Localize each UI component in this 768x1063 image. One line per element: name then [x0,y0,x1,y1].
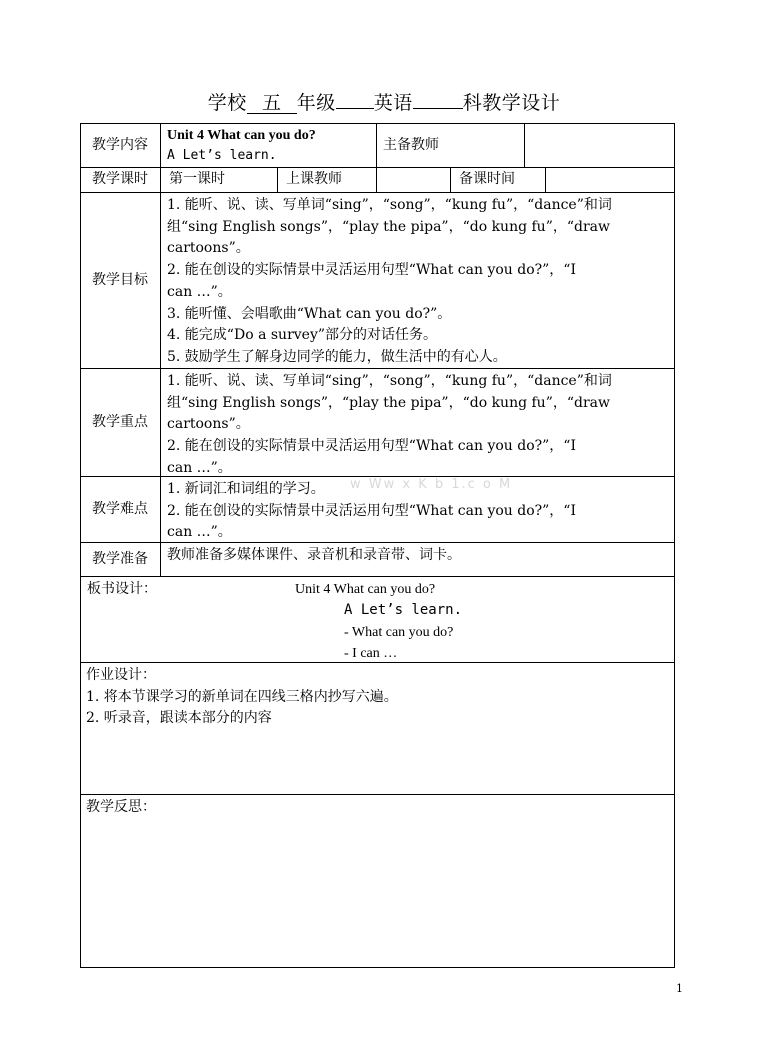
reflection-label: 教学反思： [86,799,156,815]
prep-time-value [545,167,674,192]
grade-label: 年级 [296,92,336,114]
document-title [0,88,768,115]
lead-teacher-value [524,123,674,167]
teacher-label: 上课教师 [277,167,376,192]
prep-time-label: 备课时间 [450,167,545,192]
unit-section: A Let’s learn. [167,148,277,163]
preparation-text: 教师准备多媒体课件、录音机和录音带、词卡。 [167,547,461,563]
objective-line: 3. 能听懂、会唱歌曲“What can you do?”。 [167,305,452,322]
subject-value: 英语 [373,92,413,114]
reflection-section [80,794,674,967]
board-line-2: - I can … [344,646,398,661]
difficulties-label: 教学难点 [80,476,160,542]
objectives-label: 教学目标 [80,192,160,368]
content-cell [160,123,376,167]
board-design-section [80,576,674,662]
teacher-value [376,167,450,192]
lead-teacher-label: 主备教师 [376,123,524,167]
content-label: 教学内容 [80,123,160,167]
objective-line: 1. 能听、说、读、写单词“sing”，“song”，“kung fu”，“dance”和词 [167,197,612,213]
difficulty-line: 2. 能在创设的实际情景中灵活运用句型“What can you do?”，“I [167,502,576,519]
lesson-label: 教学课时 [80,167,160,192]
underline-blank-2 [413,108,463,109]
page-number: 1 [676,982,683,995]
board-label: 板书设计： [87,581,157,597]
homework-line: 1. 将本节课学习的新单词在四线三格内抄写六遍。 [86,688,398,705]
grade-value: 五 [247,93,297,114]
lesson-value: 第一课时 [160,167,277,192]
difficulty-line: can …”。 [167,524,232,541]
key-points-label: 教学重点 [80,368,160,476]
underline-blank [336,108,374,109]
board-line-1: - What can you do? [344,625,454,640]
difficulty-line: 1. 新词汇和词组的学习。 [167,481,325,497]
title-prefix: 学校 [207,92,247,114]
objective-line: 5. 鼓励学生了解身边同学的能力，做生活中的有心人。 [167,348,507,365]
key-points-content [160,368,674,476]
homework-line: 2. 听录音，跟读本部分的内容 [86,710,272,727]
homework-label: 作业设计： [86,667,156,683]
board-section: A Let’s learn. [344,602,463,618]
key-point-line: 2. 能在创设的实际情景中灵活运用句型“What can you do?”，“I [167,438,576,455]
key-point-line: cartoons”。 [167,416,250,433]
unit-title: Unit 4 What can you do? [167,128,316,143]
homework-section [80,662,674,794]
preparation-content [160,542,674,576]
key-point-line: can …”。 [167,459,232,476]
objective-line: can …”。 [167,283,232,300]
objective-line: cartoons”。 [167,240,250,257]
key-point-line: 组“sing English songs”，“play the pipa”，“do kung fu”，“draw [167,394,610,411]
watermark: w Ww x K b 1.c o M [350,477,513,492]
board-title: Unit 4 What can you do? [295,582,436,597]
objective-line: 2. 能在创设的实际情景中灵活运用句型“What can you do?”，“I [167,262,576,279]
objectives-content [160,192,674,368]
title-suffix: 科教学设计 [462,92,561,114]
objective-line: 组“sing English songs”，“play the pipa”，“do kung fu”，“draw [167,218,610,235]
objective-line: 4. 能完成“Do a survey”部分的对话任务。 [167,327,438,344]
key-point-line: 1. 能听、说、读、写单词“sing”，“song”，“kung fu”，“dance”和词 [167,373,612,389]
preparation-label: 教学准备 [80,542,160,576]
